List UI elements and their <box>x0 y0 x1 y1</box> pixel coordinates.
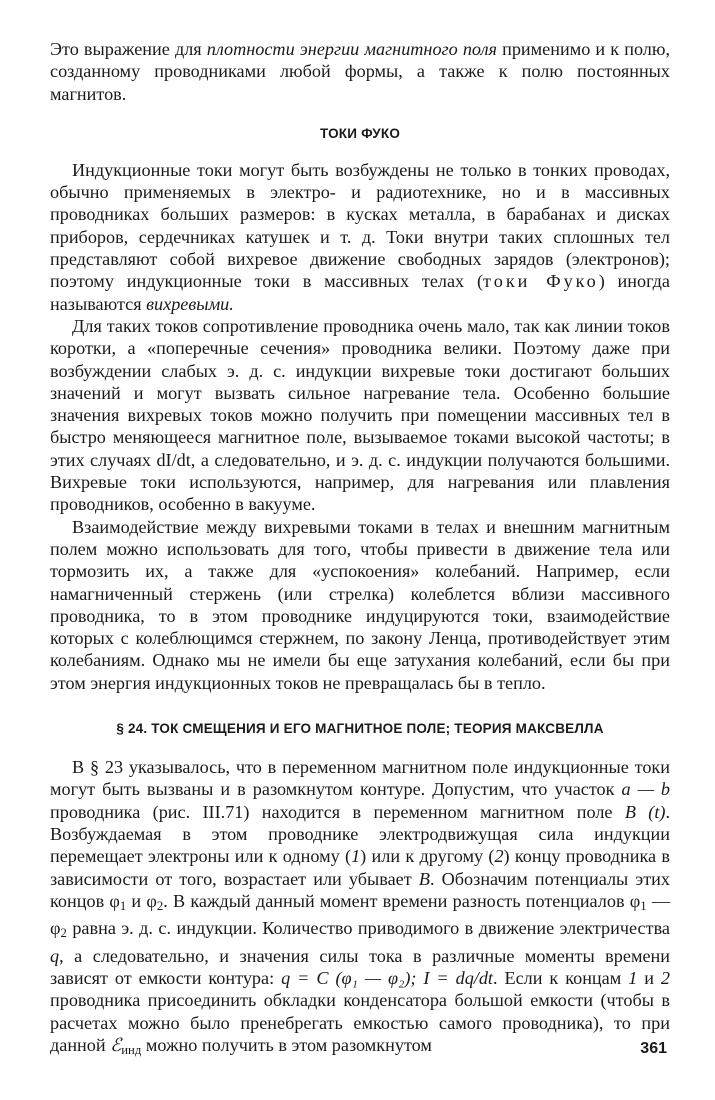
section-heading-foucault-currents: ТОКИ ФУКО <box>319 125 401 141</box>
s24-formula: q = C (φ₁ — φ₂); I = dq/dt <box>281 968 493 989</box>
s24-text: проводника (рис. III.71) находится в переменном магнитном поле <box>50 801 625 822</box>
foucault-paragraph-3: Взаимодействие между вихревыми токами в телах и внешним магнитным полем можно использовать для того, чтобы привести в движение тела или тормозить их, а также для «успокоения» колебаний. Например, если намагниченный стержень (или стрелка) колеблется вблизи массивного проводника, то в этом проводнике индуцируются токи, взаимодействие которых с колеблющимся стержнем, по закону Ленца, противодействует этим колебаниям. Однако мы не имели бы еще затухания колебаний, если бы при этом энергия индукционных токов не превращалась бы в тепло. <box>50 516 670 693</box>
s24-field-b: B <box>418 868 430 889</box>
foucault-paragraph-1 <box>50 159 670 315</box>
s24-subscript: 2 <box>60 926 67 941</box>
s24-segment-ab: a — b <box>621 779 671 800</box>
s24-text: проводника присоединить обкладки конденсатора большой емкости (чтобы в расчетах можно было пренебрегать емкостью самого проводника), то при данной <box>50 990 670 1055</box>
foucault-paragraph-2: Для таких токов сопротивление проводника очень мало, так как линии токов коротки, а «поперечные сечения» проводника велики. Поэтому даже при возбуждении слабых э. д. с. индукции вихревые токи достигают больших значений и могут вызвать сильное нагревание тела. Особенно большие значения вихревых токов можно получить при помещении массивных тел в быстро меняющееся магнитное поле, вызываемое токами высокой частоты; в этих случаях dI/dt, а следовательно, и э. д. с. индукции получаются большими. Вихревые токи используются, например, для нагревания или плавления проводников, особенно в вакууме. <box>50 315 670 515</box>
s24-end-2: 2 <box>660 968 670 989</box>
intro-paragraph <box>50 38 670 105</box>
section24-paragraph-1 <box>50 756 670 1061</box>
foucault-p1-text: Индукционные токи могут быть возбуждены не только в тонких проводах, обычно применяемых в электро- и радиотехнике, но и в массивных проводниках больших размеров: в кусках металла, в барабанах и дисках приборов, сердечниках катушек и т. д. Токи внутри таких сплошных тел представляют собой вихревое движение свободных зарядов (электронов); поэтому индукционные токи в массивных телах ( <box>50 159 670 292</box>
s24-text: можно получить в этом разомкнутом <box>141 1034 432 1055</box>
s24-emf-subscript: инд <box>121 1043 142 1058</box>
s24-text: В § 23 указывалось, что в переменном магнитном поле индукционные токи могут быть вызваны и в разомкнутом контуре. Допустим, что участок <box>50 757 670 800</box>
s24-text: ) концу проводника в зависимости от того, возрастает или убывает <box>50 846 670 889</box>
s24-text: . Возбуждаемая в этом проводнике электродвижущая сила индукции перемещает электроны или к одному ( <box>50 801 670 867</box>
s24-text: . Если к концам <box>492 968 629 989</box>
s24-text: и φ <box>126 890 157 911</box>
page-number: 361 <box>640 1040 667 1057</box>
s24-subscript: 1 <box>640 898 647 913</box>
intro-text-end: применимо и к полю, созданному проводниками любой формы, а также к полю постоянных магнитов. <box>50 39 671 104</box>
s24-text: . В каждый данный момент времени разность потенциалов φ <box>163 890 641 911</box>
s24-end-2: 2 <box>494 846 504 867</box>
s24-field-bt: B (t) <box>624 801 666 822</box>
section-heading-displacement-current: § 24. ТОК СМЕЩЕНИЯ И ЕГО МАГНИТНОЕ ПОЛЕ; ТЕОРИЯ МАКСВЕЛЛА <box>116 721 604 737</box>
s24-end-1: 1 <box>628 968 638 989</box>
intro-term-energy-density: плотности энергии магнитного поля <box>206 39 497 59</box>
s24-text: и <box>637 968 661 989</box>
s24-end-1: 1 <box>351 846 361 867</box>
s24-text: равна э. д. с. индукции. Количество приводимого в движение электричества <box>66 918 670 939</box>
s24-text: . Обозначим потенциалы этих концов φ <box>50 868 670 911</box>
intro-text-start: Это выражение для <box>50 39 207 59</box>
s24-text: ) или к другому ( <box>360 846 495 867</box>
foucault-p1-spaced-term: токи Фуко <box>483 271 599 292</box>
s24-text: — φ <box>50 890 671 939</box>
s24-subscript: 2 <box>156 898 164 913</box>
foucault-p1-term-eddy: вихревыми. <box>146 293 234 314</box>
s24-charge-q: q <box>50 945 60 966</box>
s24-subscript: 1 <box>119 898 127 913</box>
s24-text: , а следовательно, и значения силы тока в различные моменты времени зависят от емкости контура: <box>50 945 670 989</box>
document-page <box>50 38 670 1078</box>
foucault-p1-text-2: ) иногда называются <box>50 271 670 314</box>
s24-emf-symbol: ℰ <box>110 1034 122 1055</box>
